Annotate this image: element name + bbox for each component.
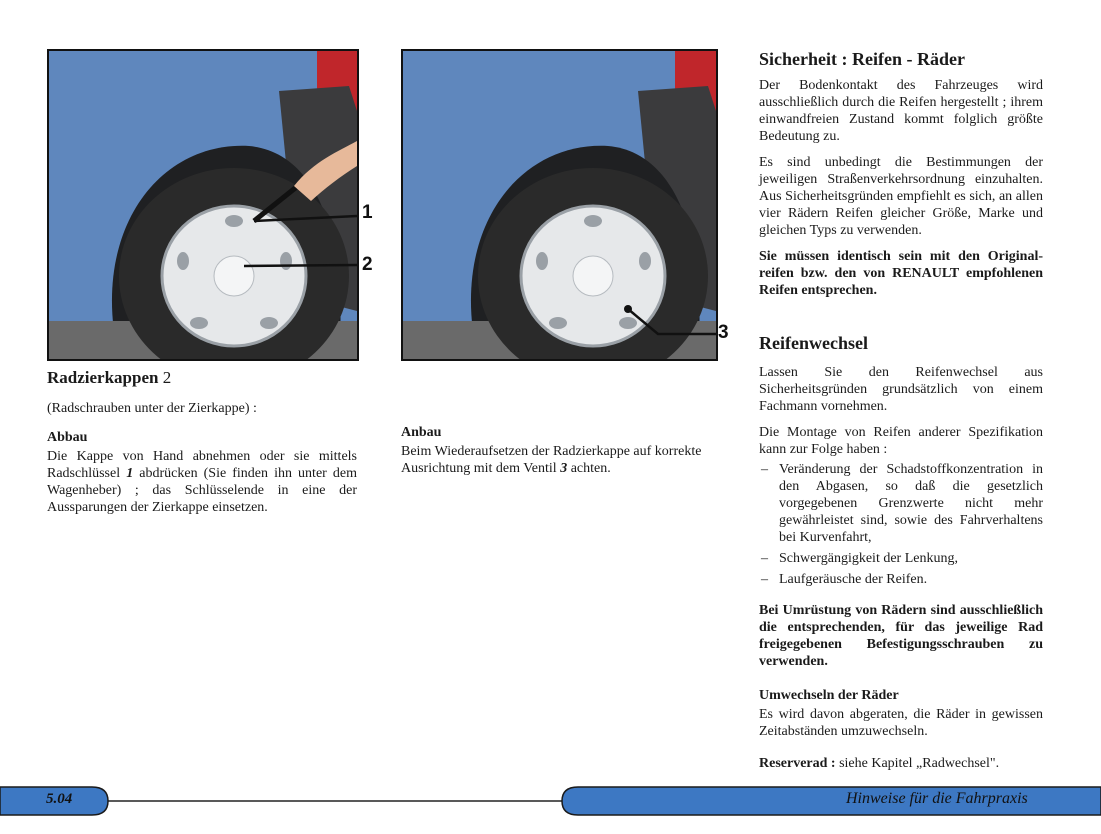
spare-wheel-text: siehe Kapitel „Radwechsel". bbox=[835, 756, 1000, 771]
callout-1: 1 bbox=[362, 202, 373, 223]
left-column bbox=[47, 368, 357, 516]
callout-2: 2 bbox=[362, 254, 373, 275]
paragraph-anbau-post: achten. bbox=[567, 461, 611, 476]
photo-wheel-cover-removal bbox=[47, 49, 359, 361]
paragraph-abbau-ref: 1 bbox=[126, 466, 134, 481]
list-item: – Laufgeräusche der Reifen. bbox=[759, 571, 1043, 588]
paragraph-conversion: Bei Umrüstung von Rädern sind ausschließlich die entsprechenden, für das jeweilige Rad freigegebenen Befestigungsschrauben zu verwenden. bbox=[759, 603, 1043, 669]
paragraph-anbau-pre: Beim Wiederaufsetzen der Radzierkappe auf korrekte Ausrichtung mit dem Ventil bbox=[401, 444, 702, 476]
photo-wheel-cover-mounting bbox=[401, 49, 718, 361]
right-column bbox=[759, 49, 1043, 772]
paragraph-tyre-change: Lassen Sie den Reifenwechsel aus Sicherheitsgründen grundsätzlich von einem Fachmann vornehmen. bbox=[759, 365, 1043, 414]
paragraph-anbau-ref: 3 bbox=[560, 461, 568, 476]
caption-number: 2 bbox=[162, 368, 172, 387]
heading-abbau: Abbau bbox=[47, 430, 88, 445]
paragraph-ground-contact: Der Bodenkontakt des Fahrzeuges wird ausschließlich durch die Reifen hergestellt ; ihrem einwandfreien Zustand kommt folglich größte Bedeutung zu. bbox=[759, 78, 1043, 144]
paragraph-spare-wheel bbox=[759, 755, 1043, 772]
paragraph-abbau bbox=[47, 448, 357, 516]
paragraph-other-spec: Die Montage von Reifen anderer Spezifikation kann zur Folge haben : bbox=[759, 425, 1043, 457]
caption-title bbox=[47, 368, 357, 388]
paragraph-identical-tyres: Sie müssen identisch sein mit den Original-reifen bzw. den von RENAULT empfohlenen Reifen entsprechen. bbox=[759, 249, 1043, 298]
paragraph-anbau bbox=[401, 443, 714, 477]
footer bbox=[0, 781, 1101, 821]
heading-anbau: Anbau bbox=[401, 425, 442, 440]
list-item: – Veränderung der Schadstoffkonzentration in den Abgasen, so daß die gesetzlich vorgegebenen Grenzwerte nicht mehr gewährleistet sind, sowie des Fahrverhaltens bei Kurvenfahrt, bbox=[759, 461, 1043, 546]
paragraph-abbau-pre: Die Kappe von Hand abnehmen oder sie mittels Radschlüssel bbox=[47, 449, 357, 481]
paragraph-abbau-post: abdrücken (Sie finden ihn unter dem Wagenheber) ; das Schlüsselende in eine der Aussparungen der Zierkappe einsetzen. bbox=[47, 466, 357, 515]
heading-swap-wheels: Umwechseln der Räder bbox=[759, 688, 899, 703]
caption-title-text: Radzierkappen bbox=[47, 368, 159, 387]
page-number: 5.04 bbox=[46, 791, 73, 807]
list-item: – Schwergängigkeit der Lenkung, bbox=[759, 550, 1043, 567]
section-title-safety: Sicherheit : Reifen - Räder bbox=[759, 49, 965, 69]
paragraph-regulations: Es sind unbedingt die Bestimmungen der jeweiligen Straßenverkehrsordnung einzuhalten. Aus Sicherheitsgründen empfiehlt es sich, an allen vier Rädern Reifen gleicher Größe, Marke und gleichen Typs zu verwenden. bbox=[759, 155, 1043, 238]
heading-reifenwechsel: Reifenwechsel bbox=[759, 333, 868, 353]
callout-3: 3 bbox=[718, 322, 729, 343]
caption-subtitle: (Radschrauben unter der Zierkappe) : bbox=[47, 401, 257, 416]
middle-column bbox=[401, 424, 714, 477]
section-title: Hinweise für die Fahrpraxis bbox=[846, 790, 1028, 807]
spare-wheel-label: Reserverad : bbox=[759, 756, 836, 771]
consequences-list bbox=[759, 461, 1043, 588]
paragraph-swap-wheels: Es wird davon abgeraten, die Räder in gewissen Zeitabständen umzuwechseln. bbox=[759, 707, 1043, 739]
